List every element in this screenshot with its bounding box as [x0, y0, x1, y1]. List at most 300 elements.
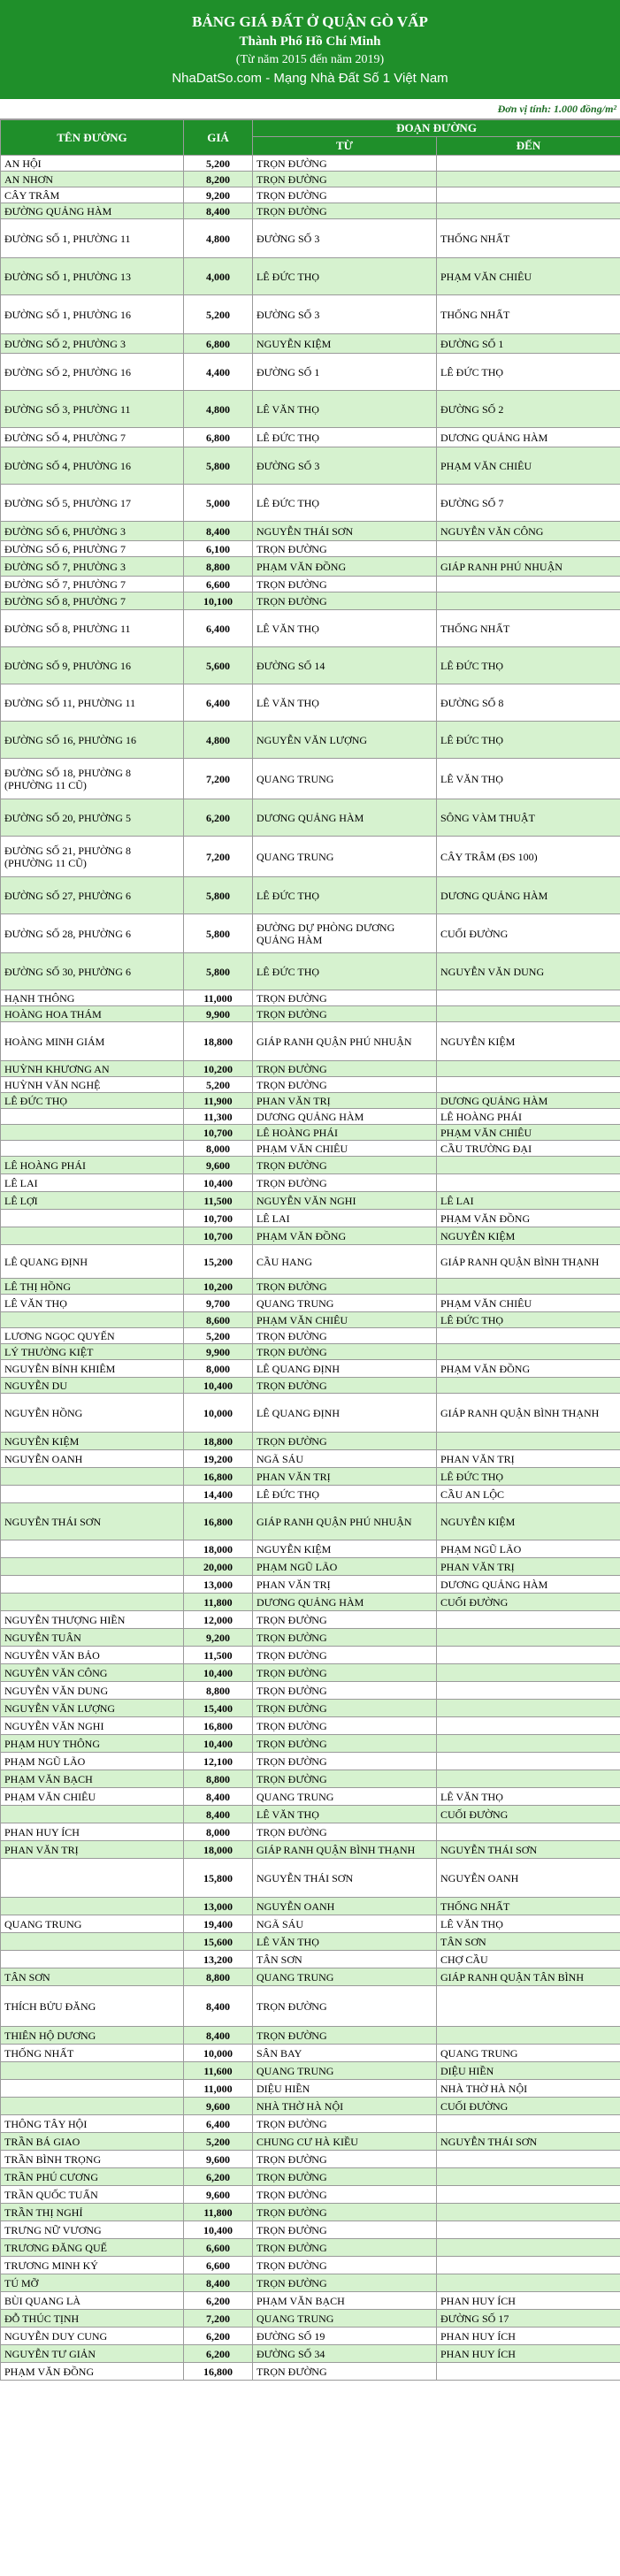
price-cell: 7,200 [184, 2310, 253, 2328]
street-cell [1, 1109, 184, 1125]
price-cell: 11,000 [184, 2080, 253, 2098]
street-cell: PHẠM VĂN ĐỒNG [1, 2363, 184, 2381]
price-cell: 10,400 [184, 1735, 253, 1753]
price-cell: 9,600 [184, 2098, 253, 2115]
from-cell: LÊ ĐỨC THỌ [253, 485, 437, 522]
street-cell: PHẠM HUY THÔNG [1, 1735, 184, 1753]
to-cell: NGUYỄN VĂN DUNG [437, 953, 620, 990]
to-cell [437, 2115, 620, 2133]
price-cell: 8,000 [184, 1360, 253, 1378]
from-cell: TRỌN ĐƯỜNG [253, 1611, 437, 1629]
from-cell: LÊ VĂN THỌ [253, 1806, 437, 1823]
street-cell: ĐƯỜNG SỐ 11, PHƯỜNG 11 [1, 684, 184, 722]
table-row [1, 203, 620, 219]
from-cell: QUANG TRUNG [253, 1295, 437, 1312]
to-cell [437, 2274, 620, 2292]
table-row [1, 2115, 620, 2133]
street-cell: ĐƯỜNG SỐ 21, PHƯỜNG 8 (PHƯỜNG 11 CŨ) [1, 837, 184, 877]
to-cell: LÊ VĂN THỌ [437, 759, 620, 799]
to-cell: THỐNG NHẤT [437, 219, 620, 258]
table-row [1, 2204, 620, 2221]
price-cell: 8,400 [184, 522, 253, 541]
from-cell: NGUYỄN VĂN NGHI [253, 1192, 437, 1210]
price-cell: 6,400 [184, 610, 253, 647]
street-cell: LÊ QUANG ĐỊNH [1, 1245, 184, 1279]
price-cell: 11,600 [184, 2062, 253, 2080]
table-row [1, 2328, 620, 2345]
price-cell: 10,100 [184, 592, 253, 610]
table-row [1, 1823, 620, 1841]
price-cell: 6,400 [184, 684, 253, 722]
price-cell: 10,200 [184, 1279, 253, 1295]
street-cell: AN HỘI [1, 156, 184, 172]
to-cell: PHAN HUY ÍCH [437, 2345, 620, 2363]
to-cell: THỐNG NHẤT [437, 295, 620, 334]
table-row [1, 1450, 620, 1468]
to-cell [437, 1006, 620, 1022]
from-cell: TRỌN ĐƯỜNG [253, 1077, 437, 1093]
to-cell [437, 1823, 620, 1841]
table-row [1, 1245, 620, 1279]
table-row [1, 1344, 620, 1360]
price-cell: 4,400 [184, 354, 253, 391]
from-cell: NGUYỄN KIỆM [253, 1540, 437, 1558]
table-row [1, 1664, 620, 1682]
from-cell: PHẠM NGŨ LÃO [253, 1558, 437, 1576]
to-cell: PHẠM VĂN CHIÊU [437, 1125, 620, 1141]
from-cell: TRỌN ĐƯỜNG [253, 2027, 437, 2045]
price-cell: 5,200 [184, 1077, 253, 1093]
table-row [1, 837, 620, 877]
to-cell: NGUYỄN KIỆM [437, 1503, 620, 1540]
street-cell: TRƯƠNG ĐĂNG QUẾ [1, 2239, 184, 2257]
street-cell: ĐƯỜNG SỐ 6, PHƯỜNG 7 [1, 541, 184, 557]
table-row [1, 1629, 620, 1647]
price-cell: 10,400 [184, 1174, 253, 1192]
from-cell: PHẠM VĂN CHIÊU [253, 1312, 437, 1328]
price-cell: 8,400 [184, 1788, 253, 1806]
to-cell: NGUYỄN THÁI SƠN [437, 2133, 620, 2151]
from-cell: PHAN VĂN TRỊ [253, 1576, 437, 1594]
street-cell [1, 1141, 184, 1157]
to-cell: ĐƯỜNG SỐ 8 [437, 684, 620, 722]
to-cell: CẦU TRƯỜNG ĐẠI [437, 1141, 620, 1157]
from-cell: LÊ VĂN THỌ [253, 1933, 437, 1951]
price-cell: 8,600 [184, 1312, 253, 1328]
page-subtitle: Thành Phố Hồ Chí Minh [239, 34, 381, 49]
table-row [1, 391, 620, 428]
street-cell [1, 1898, 184, 1915]
street-cell [1, 1540, 184, 1558]
street-cell: NGUYỄN VĂN NGHI [1, 1717, 184, 1735]
street-cell: HOÀNG MINH GIÁM [1, 1022, 184, 1061]
to-cell [437, 172, 620, 187]
price-cell: 7,200 [184, 759, 253, 799]
to-cell: LÊ ĐỨC THỌ [437, 354, 620, 391]
from-cell: TRỌN ĐƯỜNG [253, 187, 437, 203]
street-cell: TRẦN BÁ GIAO [1, 2133, 184, 2151]
to-cell: PHẠM VĂN CHIÊU [437, 1295, 620, 1312]
street-cell [1, 1125, 184, 1141]
to-cell [437, 1629, 620, 1647]
street-cell: PHAN VĂN TRỊ [1, 1841, 184, 1859]
street-cell: ĐƯỜNG SỐ 3, PHƯỜNG 11 [1, 391, 184, 428]
from-cell: TRỌN ĐƯỜNG [253, 2239, 437, 2257]
table-row [1, 1394, 620, 1433]
table-row [1, 295, 620, 334]
to-cell: PHẠM NGŨ LÃO [437, 1540, 620, 1558]
table-row [1, 1933, 620, 1951]
to-cell: DIỆU HIỀN [437, 2062, 620, 2080]
to-cell [437, 1611, 620, 1629]
from-cell: TRỌN ĐƯỜNG [253, 2274, 437, 2292]
table-row [1, 428, 620, 447]
price-cell: 4,000 [184, 258, 253, 295]
from-cell: PHẠM VĂN BẠCH [253, 2292, 437, 2310]
street-cell [1, 1806, 184, 1823]
price-cell: 10,700 [184, 1210, 253, 1227]
from-cell: TRỌN ĐƯỜNG [253, 156, 437, 172]
street-cell: ĐƯỜNG SỐ 16, PHƯỜNG 16 [1, 722, 184, 759]
table-row [1, 156, 620, 172]
to-cell: CUỐI ĐƯỜNG [437, 914, 620, 953]
from-cell: TRỌN ĐƯỜNG [253, 1433, 437, 1450]
from-cell: NGÃ SÁU [253, 1450, 437, 1468]
to-cell: THỐNG NHẤT [437, 1898, 620, 1915]
from-cell: TRỌN ĐƯỜNG [253, 1279, 437, 1295]
from-cell: GIÁP RANH QUẬN BÌNH THẠNH [253, 1841, 437, 1859]
to-cell: ĐƯỜNG SỐ 1 [437, 334, 620, 354]
price-cell: 5,800 [184, 953, 253, 990]
price-cell: 19,400 [184, 1915, 253, 1933]
street-cell: QUANG TRUNG [1, 1915, 184, 1933]
price-cell: 6,600 [184, 577, 253, 592]
table-body [1, 156, 620, 2381]
table-row [1, 1295, 620, 1312]
table-row [1, 2345, 620, 2363]
price-cell: 5,800 [184, 447, 253, 485]
to-cell: CHỢ CẦU [437, 1951, 620, 1968]
street-cell: ĐƯỜNG SỐ 4, PHƯỜNG 7 [1, 428, 184, 447]
price-cell: 8,400 [184, 2027, 253, 2045]
price-cell: 6,200 [184, 2292, 253, 2310]
price-cell: 6,600 [184, 2257, 253, 2274]
from-cell: NGUYỄN THÁI SƠN [253, 522, 437, 541]
from-cell: TRỌN ĐƯỜNG [253, 1629, 437, 1647]
price-cell: 6,600 [184, 2239, 253, 2257]
price-cell: 10,200 [184, 1061, 253, 1077]
to-cell [437, 187, 620, 203]
from-cell: TRỌN ĐƯỜNG [253, 2151, 437, 2168]
to-cell: CẦU AN LỘC [437, 1486, 620, 1503]
from-cell: PHẠM VĂN ĐỒNG [253, 557, 437, 577]
price-cell: 16,800 [184, 1468, 253, 1486]
from-cell: GIÁP RANH QUẬN PHÚ NHUẬN [253, 1503, 437, 1540]
from-cell: TRỌN ĐƯỜNG [253, 1378, 437, 1394]
street-cell: LÊ LAI [1, 1174, 184, 1192]
table-row [1, 1093, 620, 1109]
street-cell: NGUYỄN VĂN DUNG [1, 1682, 184, 1700]
from-cell: TRỌN ĐƯỜNG [253, 1328, 437, 1344]
table-row [1, 1753, 620, 1770]
table-row [1, 2186, 620, 2204]
table-row [1, 1859, 620, 1898]
to-cell: NHÀ THỜ HÀ NỘI [437, 2080, 620, 2098]
to-cell: LÊ ĐỨC THỌ [437, 1312, 620, 1328]
price-cell: 11,500 [184, 1192, 253, 1210]
to-cell [437, 541, 620, 557]
to-cell [437, 2221, 620, 2239]
to-cell [437, 203, 620, 219]
to-cell: DƯƠNG QUẢNG HÀM [437, 1093, 620, 1109]
street-cell: THÍCH BỬU ĐĂNG [1, 1986, 184, 2027]
street-cell [1, 1859, 184, 1898]
table-row [1, 187, 620, 203]
from-cell: LÊ QUANG ĐỊNH [253, 1394, 437, 1433]
price-cell: 8,400 [184, 2274, 253, 2292]
price-cell: 13,200 [184, 1951, 253, 1968]
from-cell: TRỌN ĐƯỜNG [253, 203, 437, 219]
from-cell: TRỌN ĐƯỜNG [253, 1823, 437, 1841]
from-cell: DIỆU HIỀN [253, 2080, 437, 2098]
table-row [1, 1540, 620, 1558]
table-row [1, 1968, 620, 1986]
price-table [0, 119, 620, 2381]
to-cell [437, 1753, 620, 1770]
from-cell: NHÀ THỜ HÀ NỘI [253, 2098, 437, 2115]
from-cell: TRỌN ĐƯỜNG [253, 592, 437, 610]
to-cell: PHẠM VĂN CHIÊU [437, 258, 620, 295]
from-cell: CẦU HANG [253, 1245, 437, 1279]
street-cell: ĐƯỜNG SỐ 27, PHƯỜNG 6 [1, 877, 184, 914]
street-cell: ĐƯỜNG SỐ 6, PHƯỜNG 3 [1, 522, 184, 541]
to-cell: DƯƠNG QUẢNG HÀM [437, 877, 620, 914]
price-cell: 11,800 [184, 1594, 253, 1611]
to-cell: NGUYỄN THÁI SƠN [437, 1841, 620, 1859]
street-cell: TRƯƠNG MINH KÝ [1, 2257, 184, 2274]
table-row [1, 2080, 620, 2098]
from-cell: QUANG TRUNG [253, 1968, 437, 1986]
header-segment: ĐOẠN ĐƯỜNG [253, 120, 620, 137]
to-cell [437, 1077, 620, 1093]
table-row [1, 1558, 620, 1576]
to-cell: ĐƯỜNG SỐ 2 [437, 391, 620, 428]
page-title: BẢNG GIÁ ĐẤT Ở QUẬN GÒ VẤP [192, 13, 428, 30]
price-cell: 11,900 [184, 1093, 253, 1109]
price-cell: 5,800 [184, 877, 253, 914]
table-row [1, 1770, 620, 1788]
from-cell: QUANG TRUNG [253, 759, 437, 799]
table-row [1, 1486, 620, 1503]
unit-note: Đơn vị tính: 1.000 đồng/m² [0, 99, 620, 119]
to-cell: PHAN HUY ÍCH [437, 2292, 620, 2310]
table-row [1, 1279, 620, 1295]
from-cell: LÊ QUANG ĐỊNH [253, 1360, 437, 1378]
table-row [1, 2257, 620, 2274]
table-row [1, 1841, 620, 1859]
street-cell [1, 2080, 184, 2098]
from-cell: TRỌN ĐƯỜNG [253, 1006, 437, 1022]
to-cell [437, 2168, 620, 2186]
to-cell: NGUYỄN KIỆM [437, 1227, 620, 1245]
price-cell: 9,900 [184, 1006, 253, 1022]
table-row [1, 759, 620, 799]
street-cell: NGUYỄN VĂN BẢO [1, 1647, 184, 1664]
price-cell: 9,200 [184, 1629, 253, 1647]
price-cell: 6,200 [184, 799, 253, 837]
from-cell: TRỌN ĐƯỜNG [253, 1753, 437, 1770]
price-cell: 6,100 [184, 541, 253, 557]
street-cell: ĐƯỜNG SỐ 2, PHƯỜNG 3 [1, 334, 184, 354]
from-cell: TRỌN ĐƯỜNG [253, 2115, 437, 2133]
table-row [1, 1503, 620, 1540]
from-cell: TRỌN ĐƯỜNG [253, 1717, 437, 1735]
street-cell: THỐNG NHẤT [1, 2045, 184, 2062]
table-row [1, 557, 620, 577]
street-cell: NGUYỄN DUY CUNG [1, 2328, 184, 2345]
table-row [1, 2168, 620, 2186]
price-cell: 9,600 [184, 2186, 253, 2204]
street-cell [1, 1933, 184, 1951]
street-cell: LÊ LỢI [1, 1192, 184, 1210]
street-cell: NGUYỄN VĂN LƯỢNG [1, 1700, 184, 1717]
table-row [1, 990, 620, 1006]
table-row [1, 172, 620, 187]
street-cell: NGUYỄN THÁI SƠN [1, 1503, 184, 1540]
price-cell: 10,400 [184, 1378, 253, 1394]
to-cell: PHẠM VĂN CHIÊU [437, 447, 620, 485]
from-cell: TRỌN ĐƯỜNG [253, 1700, 437, 1717]
to-cell: LÊ VĂN THỌ [437, 1915, 620, 1933]
street-cell: NGUYỄN THƯỢNG HIỀN [1, 1611, 184, 1629]
price-cell: 6,800 [184, 334, 253, 354]
price-cell: 16,800 [184, 1717, 253, 1735]
to-cell [437, 577, 620, 592]
from-cell: TRỌN ĐƯỜNG [253, 1770, 437, 1788]
table-row [1, 1735, 620, 1753]
price-cell: 6,800 [184, 428, 253, 447]
from-cell: TRỌN ĐƯỜNG [253, 1682, 437, 1700]
street-cell: LÊ VĂN THỌ [1, 1295, 184, 1312]
from-cell: PHẠM VĂN ĐỒNG [253, 1227, 437, 1245]
price-cell: 19,200 [184, 1450, 253, 1468]
street-cell: ĐƯỜNG SỐ 1, PHƯỜNG 16 [1, 295, 184, 334]
table-row [1, 2133, 620, 2151]
from-cell: ĐƯỜNG SỐ 34 [253, 2345, 437, 2363]
from-cell: TRỌN ĐƯỜNG [253, 990, 437, 1006]
street-cell: ĐƯỜNG SỐ 5, PHƯỜNG 17 [1, 485, 184, 522]
price-cell: 18,800 [184, 1022, 253, 1061]
table-row [1, 592, 620, 610]
price-cell: 10,000 [184, 1394, 253, 1433]
price-cell: 6,200 [184, 2345, 253, 2363]
table-row [1, 2239, 620, 2257]
from-cell: CHUNG CƯ HÀ KIỀU [253, 2133, 437, 2151]
table-row [1, 2098, 620, 2115]
price-cell: 8,800 [184, 557, 253, 577]
to-cell [437, 1157, 620, 1174]
to-cell: GIÁP RANH QUẬN BÌNH THẠNH [437, 1245, 620, 1279]
from-cell: SÂN BAY [253, 2045, 437, 2062]
from-cell: TRỌN ĐƯỜNG [253, 2257, 437, 2274]
street-cell: HUỲNH KHƯƠNG AN [1, 1061, 184, 1077]
street-cell: HUỲNH VĂN NGHỆ [1, 1077, 184, 1093]
table-row [1, 1898, 620, 1915]
price-cell: 16,800 [184, 1503, 253, 1540]
street-cell: TRƯNG NỮ VƯƠNG [1, 2221, 184, 2239]
street-cell: TRẦN QUỐC TUẤN [1, 2186, 184, 2204]
from-cell: LÊ ĐỨC THỌ [253, 428, 437, 447]
to-cell: LÊ VĂN THỌ [437, 1788, 620, 1806]
to-cell: LÊ ĐỨC THỌ [437, 647, 620, 684]
street-cell [1, 1210, 184, 1227]
to-cell: NGUYỄN KIỆM [437, 1022, 620, 1061]
price-cell: 9,600 [184, 2151, 253, 2168]
to-cell: CUỐI ĐƯỜNG [437, 2098, 620, 2115]
table-row [1, 1594, 620, 1611]
price-cell: 6,200 [184, 2328, 253, 2345]
to-cell: NGUYỄN OANH [437, 1859, 620, 1898]
price-cell: 8,200 [184, 172, 253, 187]
from-cell: TRỌN ĐƯỜNG [253, 541, 437, 557]
table-row [1, 1312, 620, 1328]
table-row [1, 1378, 620, 1394]
from-cell: NGUYỄN KIỆM [253, 334, 437, 354]
to-cell [437, 1664, 620, 1682]
street-cell [1, 1486, 184, 1503]
to-cell: PHAN HUY ÍCH [437, 2328, 620, 2345]
to-cell: LÊ ĐỨC THỌ [437, 1468, 620, 1486]
to-cell: CÂY TRÂM (ĐS 100) [437, 837, 620, 877]
table-row [1, 1647, 620, 1664]
from-cell: QUANG TRUNG [253, 1788, 437, 1806]
to-cell [437, 1770, 620, 1788]
from-cell: ĐƯỜNG SỐ 3 [253, 219, 437, 258]
street-cell: ĐƯỜNG SỐ 4, PHƯỜNG 16 [1, 447, 184, 485]
street-cell: TRẦN THỊ NGHỈ [1, 2204, 184, 2221]
price-cell: 11,800 [184, 2204, 253, 2221]
price-cell: 7,200 [184, 837, 253, 877]
to-cell [437, 1328, 620, 1344]
from-cell: LÊ ĐỨC THỌ [253, 877, 437, 914]
street-cell: TRẦN BÌNH TRỌNG [1, 2151, 184, 2168]
price-cell: 9,600 [184, 1157, 253, 1174]
street-cell: ĐƯỜNG SỐ 1, PHƯỜNG 13 [1, 258, 184, 295]
street-cell: ĐƯỜNG SỐ 7, PHƯỜNG 7 [1, 577, 184, 592]
table-row [1, 1077, 620, 1093]
price-cell: 14,400 [184, 1486, 253, 1503]
street-cell [1, 2098, 184, 2115]
to-cell: THỐNG NHẤT [437, 610, 620, 647]
price-cell: 15,400 [184, 1700, 253, 1717]
street-cell: ĐƯỜNG SỐ 30, PHƯỜNG 6 [1, 953, 184, 990]
price-cell: 11,300 [184, 1109, 253, 1125]
price-cell: 4,800 [184, 391, 253, 428]
to-cell: ĐƯỜNG SỐ 7 [437, 485, 620, 522]
table-row [1, 1788, 620, 1806]
street-cell [1, 1227, 184, 1245]
price-cell: 5,000 [184, 485, 253, 522]
street-cell: TÚ MỠ [1, 2274, 184, 2292]
table-row [1, 1192, 620, 1210]
table-row [1, 799, 620, 837]
to-cell: SÔNG VÀM THUẬT [437, 799, 620, 837]
from-cell: DƯƠNG QUẢNG HÀM [253, 1109, 437, 1125]
from-cell: ĐƯỜNG SỐ 14 [253, 647, 437, 684]
from-cell: DƯƠNG QUẢNG HÀM [253, 799, 437, 837]
table-row [1, 485, 620, 522]
street-cell: ĐƯỜNG SỐ 9, PHƯỜNG 16 [1, 647, 184, 684]
